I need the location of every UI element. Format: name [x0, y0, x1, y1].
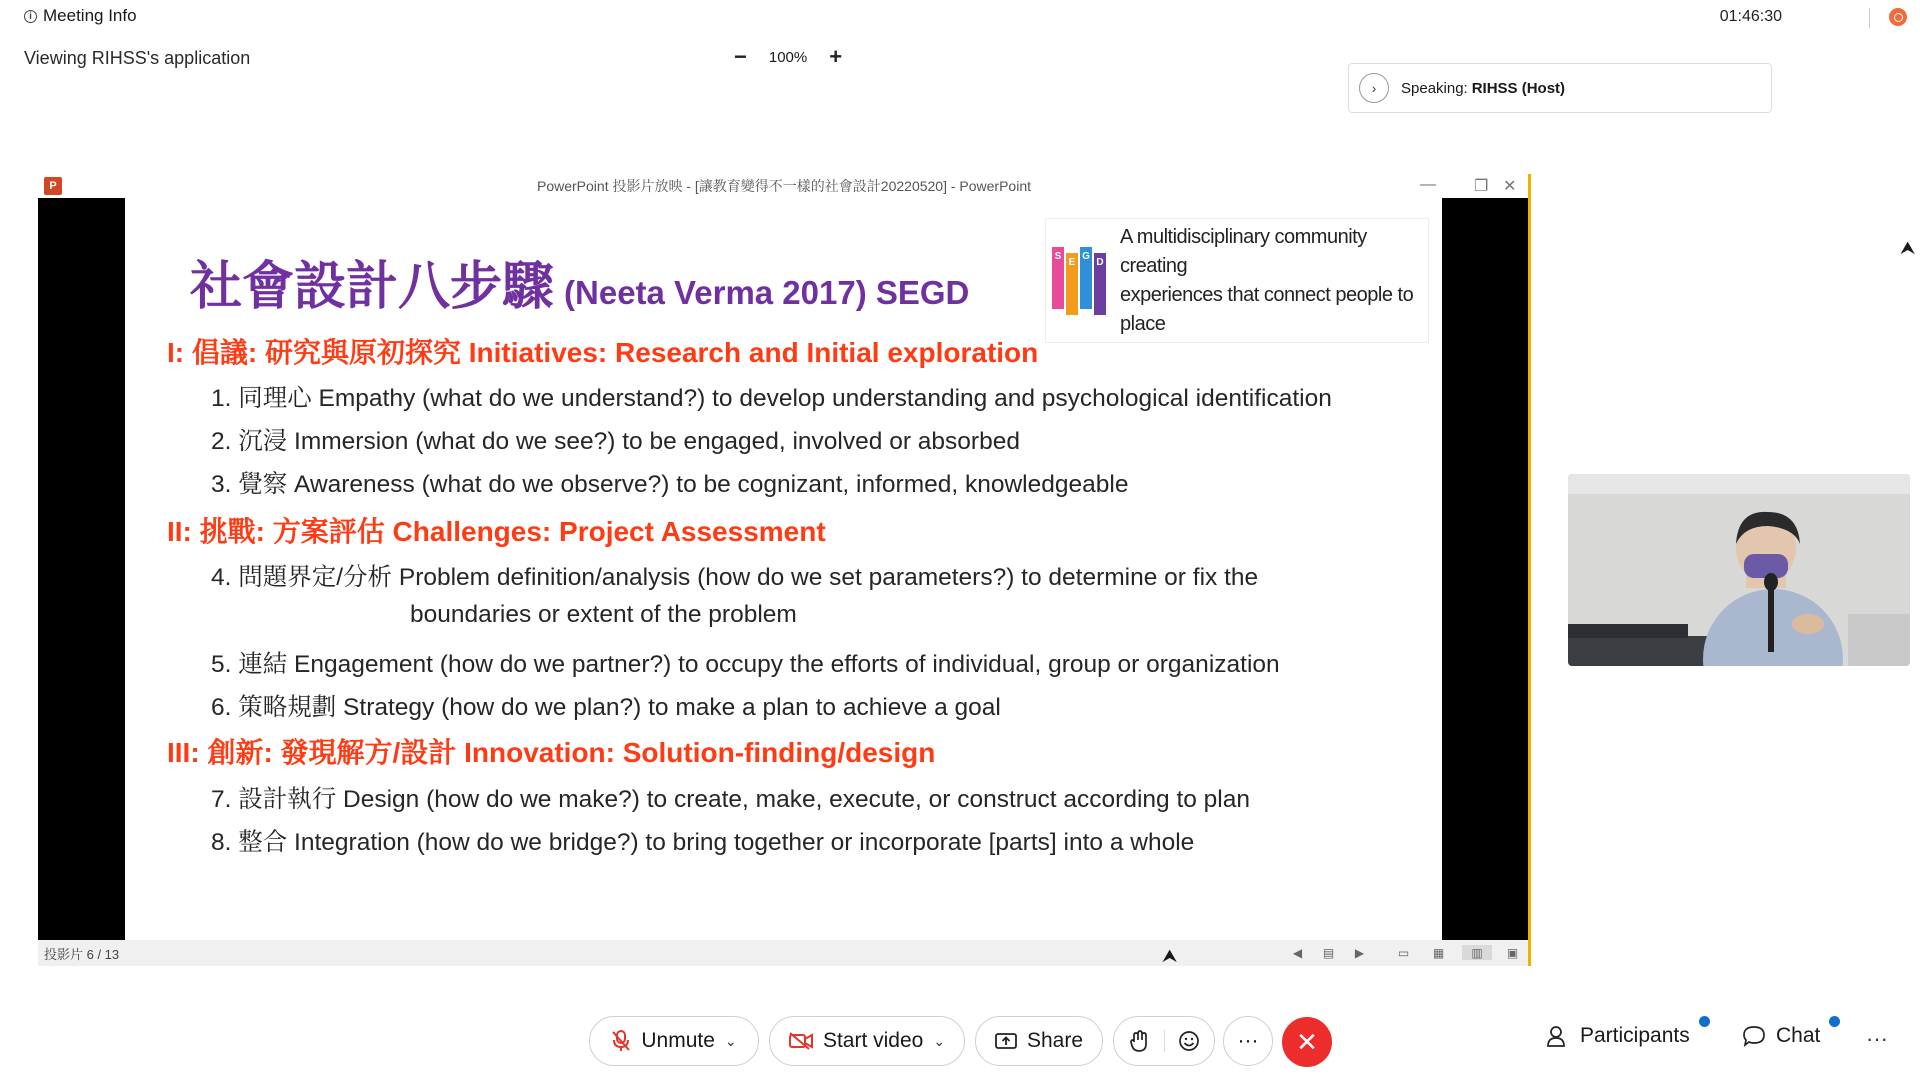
list-item: 1. 同理心 Empathy (what do we understand?) to develop understanding and psychological identification — [211, 385, 1332, 412]
list-item: 8. 整合 Integration (how do we bridge?) to bring together or incorporate [parts] into a whole — [211, 829, 1195, 856]
ppt-statusbar — [38, 940, 1530, 966]
list-item: 5. 連結 Engagement (how do we partner?) to occupy the efforts of individual, group or organization — [211, 651, 1280, 678]
chat-notification-dot — [1829, 1016, 1840, 1027]
more-options-button[interactable] — [1223, 1016, 1273, 1066]
raise-hand-icon[interactable] — [1114, 1030, 1165, 1052]
participants-notification-dot — [1699, 1016, 1710, 1027]
video-feed-image — [1568, 474, 1910, 666]
start-video-label: Start video — [822, 1029, 924, 1052]
meeting-info-button[interactable] — [24, 6, 137, 26]
unmute-button[interactable] — [589, 1016, 759, 1066]
ppt-titlebar — [38, 174, 1530, 198]
next-slide-icon[interactable]: ▶ — [1354, 945, 1365, 960]
mouse-cursor-icon: ⮝ — [1162, 946, 1178, 966]
more-icon[interactable]: ··· — [1866, 1026, 1888, 1051]
participant-video[interactable] — [1568, 474, 1910, 666]
zoom-out-button[interactable]: − — [734, 44, 747, 69]
slide — [125, 198, 1442, 940]
speaking-indicator — [1348, 63, 1772, 113]
list-item: 2. 沉浸 Immersion (what do we see?) to be engaged, involved or absorbed — [211, 428, 1020, 455]
list-item: boundaries or extent of the problem — [410, 601, 797, 628]
slide-title: 社會設計八步驟 (Neeta Verma 2017) SEGD — [190, 257, 970, 317]
segd-logo-box — [1045, 218, 1429, 343]
chevron-down-icon[interactable]: ⌄ — [933, 1032, 946, 1049]
list-item: 4. 問題界定/分析 Problem definition/analysis (how do we set parameters?) to determine or fix the — [211, 564, 1259, 591]
share-button[interactable] — [975, 1016, 1103, 1066]
end-call-button[interactable] — [1282, 1017, 1332, 1067]
chevron-down-icon[interactable]: ⌄ — [724, 1032, 737, 1049]
shared-screen — [38, 174, 1530, 966]
minimize-icon[interactable]: — — [1420, 176, 1436, 193]
unmute-label: Unmute — [641, 1029, 715, 1052]
close-icon: ✕ — [1296, 1026, 1318, 1057]
section-heading: II: 挑戰: 方案評估 Challenges: Project Assessment — [167, 516, 826, 547]
mic-muted-icon — [611, 1030, 631, 1052]
segd-tagline: A multidisciplinary community creating experiences that connect people to place — [1120, 225, 1414, 335]
mouse-cursor-icon: ⮝ — [1900, 238, 1916, 258]
expand-chevron-icon[interactable]: › — [1359, 73, 1389, 103]
segd-logo: S E G D — [1052, 247, 1106, 315]
meeting-info-label: Meeting Info — [43, 6, 137, 25]
share-border — [1528, 174, 1531, 966]
list-item: 3. 覺察 Awareness (what do we observe?) to be cognizant, informed, knowledgeable — [211, 471, 1129, 498]
chat-icon — [1742, 1024, 1766, 1048]
reactions-icon[interactable] — [1165, 1030, 1215, 1052]
normal-view-icon[interactable]: ▭ — [1397, 945, 1410, 960]
powerpoint-icon: P — [44, 177, 62, 195]
divider — [1869, 8, 1870, 28]
close-icon[interactable]: ✕ — [1503, 178, 1517, 195]
reactions-group — [1113, 1016, 1215, 1066]
section-heading: I: 倡議: 研究與原初探究 Initiatives: Research and Initial exploration — [167, 337, 1039, 368]
viewing-label: Viewing RIHSS's application — [24, 48, 251, 68]
info-icon: i — [24, 10, 37, 23]
ppt-window-title: PowerPoint 投影片放映 - [讓教育變得不一樣的社會設計20220520] - PowerPoint — [536, 178, 1032, 194]
slide-counter: 投影片 6 / 13 — [44, 946, 120, 962]
share-label: Share — [1026, 1029, 1084, 1052]
share-icon — [995, 1032, 1017, 1050]
list-item: 7. 設計執行 Design (how do we make?) to create, make, execute, or construct according to plan — [211, 786, 1251, 813]
prev-slide-icon[interactable]: ◀ — [1292, 945, 1303, 960]
slideshow-view-icon[interactable]: ▣ — [1506, 945, 1519, 960]
zoom-in-button[interactable]: + — [829, 44, 843, 69]
restore-icon[interactable]: ❐ — [1474, 178, 1489, 195]
section-heading: III: 創新: 發現解方/設計 Innovation: Solution-finding/design — [167, 737, 936, 768]
list-item: 6. 策略規劃 Strategy (how do we plan?) to make a plan to achieve a goal — [211, 694, 1001, 721]
start-video-button[interactable] — [769, 1016, 965, 1066]
speaking-label: Speaking: — [1401, 79, 1468, 97]
chat-label: Chat — [1776, 1024, 1821, 1047]
reading-view-icon[interactable]: ▥ — [1462, 945, 1492, 960]
chat-button[interactable] — [1742, 1024, 1820, 1048]
speaker-name: RIHSS (Host) — [1471, 79, 1566, 97]
more-icon: ··· — [1237, 1029, 1259, 1052]
participants-icon — [1546, 1024, 1570, 1048]
sorter-view-icon[interactable]: ▦ — [1432, 945, 1445, 960]
video-off-icon — [789, 1032, 813, 1050]
zoom-level: 100% — [768, 48, 808, 66]
meeting-timer: 01:46:30 — [1719, 8, 1782, 25]
participants-button[interactable] — [1546, 1024, 1690, 1048]
zoom-control — [734, 44, 843, 69]
recording-indicator-icon[interactable] — [1889, 8, 1907, 26]
participants-label: Participants — [1580, 1024, 1690, 1047]
notes-icon[interactable]: ▤ — [1322, 945, 1335, 960]
